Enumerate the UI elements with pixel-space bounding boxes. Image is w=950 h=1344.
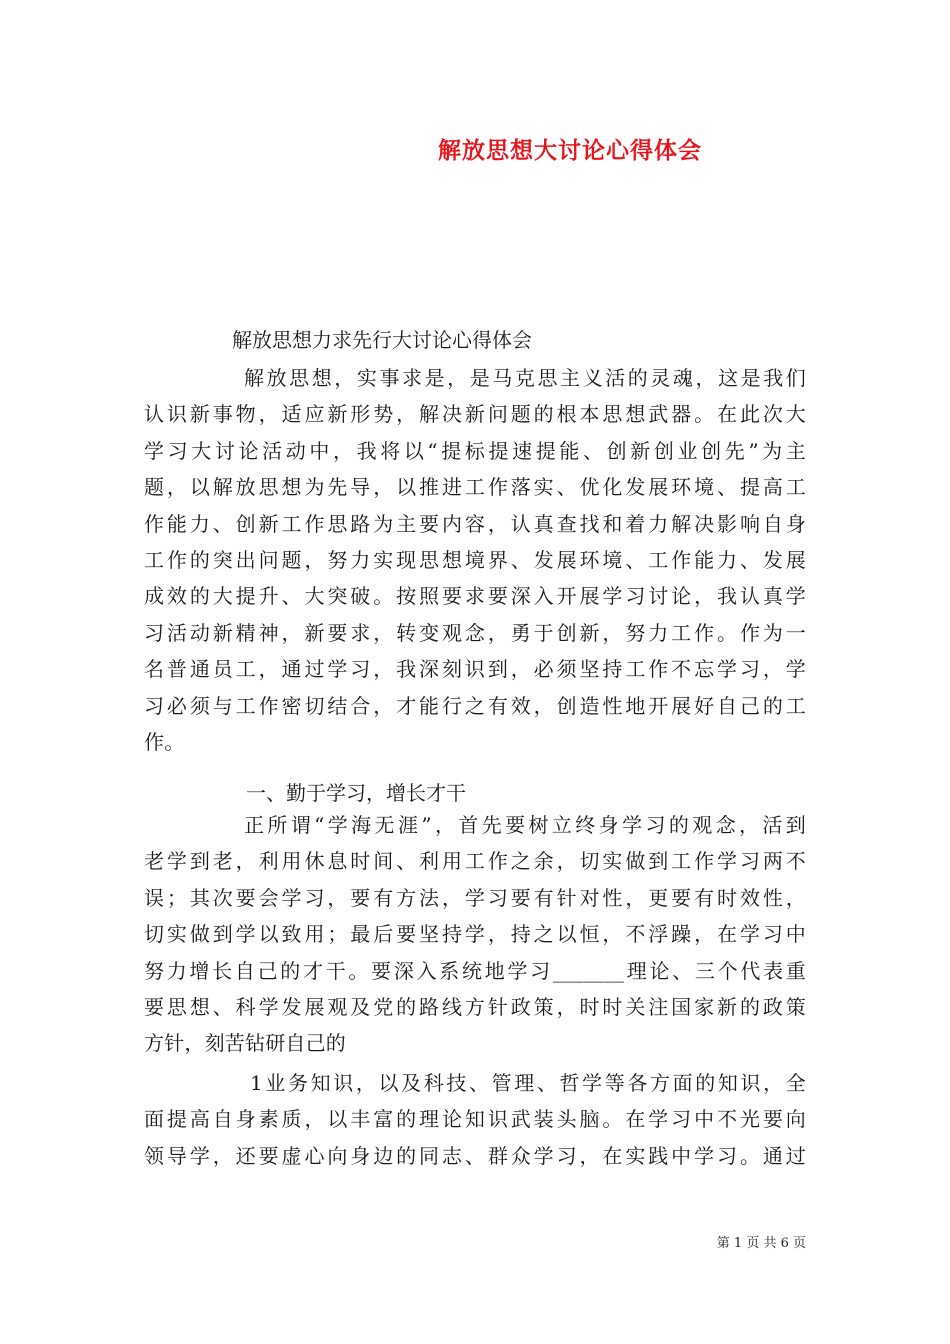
text-line: 努力增长自己的才干。要深入系统地学习_______理论、三个代表重 — [144, 958, 806, 983]
text-line: 习活动新精神，新要求，转变观念，勇于创新，努力工作。作为一 — [144, 620, 806, 645]
text-line: 作。 — [144, 729, 185, 754]
text-line: 老学到老，利用休息时间、利用工作之余，切实做到工作学习两不 — [144, 849, 806, 874]
text-line: 方针，刻苦钻研自己的 — [144, 1031, 346, 1056]
page-number: 第 1 页 共 6 页 — [716, 1236, 806, 1251]
text-line: 误；其次要会学习，要有方法，学习要有针对性，更要有时效性， — [144, 885, 806, 910]
text-line: 工作的突出问题，努力实现思想境界、发展环境、工作能力、发展 — [144, 547, 806, 572]
text-line: 要思想、科学发展观及党的路线方针政策，时时关注国家新的政策 — [144, 994, 806, 1019]
paragraph-3 — [144, 1065, 806, 1174]
subtitle: 解放思想力求先行大讨论心得体会 — [232, 328, 532, 352]
page-title: 解放思想大讨论心得体会 — [438, 137, 702, 164]
text-line: 名普通员工，通过学习，我深刻识到，必须坚持工作不忘学习，学 — [144, 657, 806, 682]
paragraph-2 — [144, 807, 806, 1062]
paragraph-1 — [144, 360, 806, 760]
text-line: 1业务知识，以及科技、管理、哲学等各方面的知识，全 — [250, 1071, 806, 1095]
text-line: 正所谓“学海无涯”，首先要树立终身学习的观念，活到 — [244, 813, 806, 837]
section-heading: 一、勤于学习，增长才干 — [246, 781, 466, 805]
text-line: 习必须与工作密切结合，才能行之有效，创造性地开展好自己的工 — [144, 693, 806, 718]
text-line: 解放思想，实事求是，是马克思主义活的灵魂，这是我们 — [244, 366, 806, 390]
text-line: 成效的大提升、大突破。按照要求要深入开展学习讨论，我认真学 — [144, 584, 806, 609]
text-line: 领导学，还要虚心向身边的同志、群众学习，在实践中学习。通过 — [144, 1143, 806, 1168]
text-line: 认识新事物，适应新形势，解决新问题的根本思想武器。在此次大 — [144, 402, 806, 427]
text-line: 题，以解放思想为先导，以推进工作落实、优化发展环境、提高工 — [144, 475, 806, 500]
text-line: 面提高自身素质，以丰富的理论知识武装头脑。在学习中不光要向 — [144, 1107, 806, 1132]
text-line: 学习大讨论活动中，我将以“提标提速提能、创新创业创先”为主 — [144, 438, 806, 463]
text-line: 切实做到学以致用；最后要坚持学，持之以恒，不浮躁，在学习中 — [144, 922, 806, 947]
text-line: 作能力、创新工作思路为主要内容，认真查找和着力解决影响自身 — [144, 511, 806, 536]
